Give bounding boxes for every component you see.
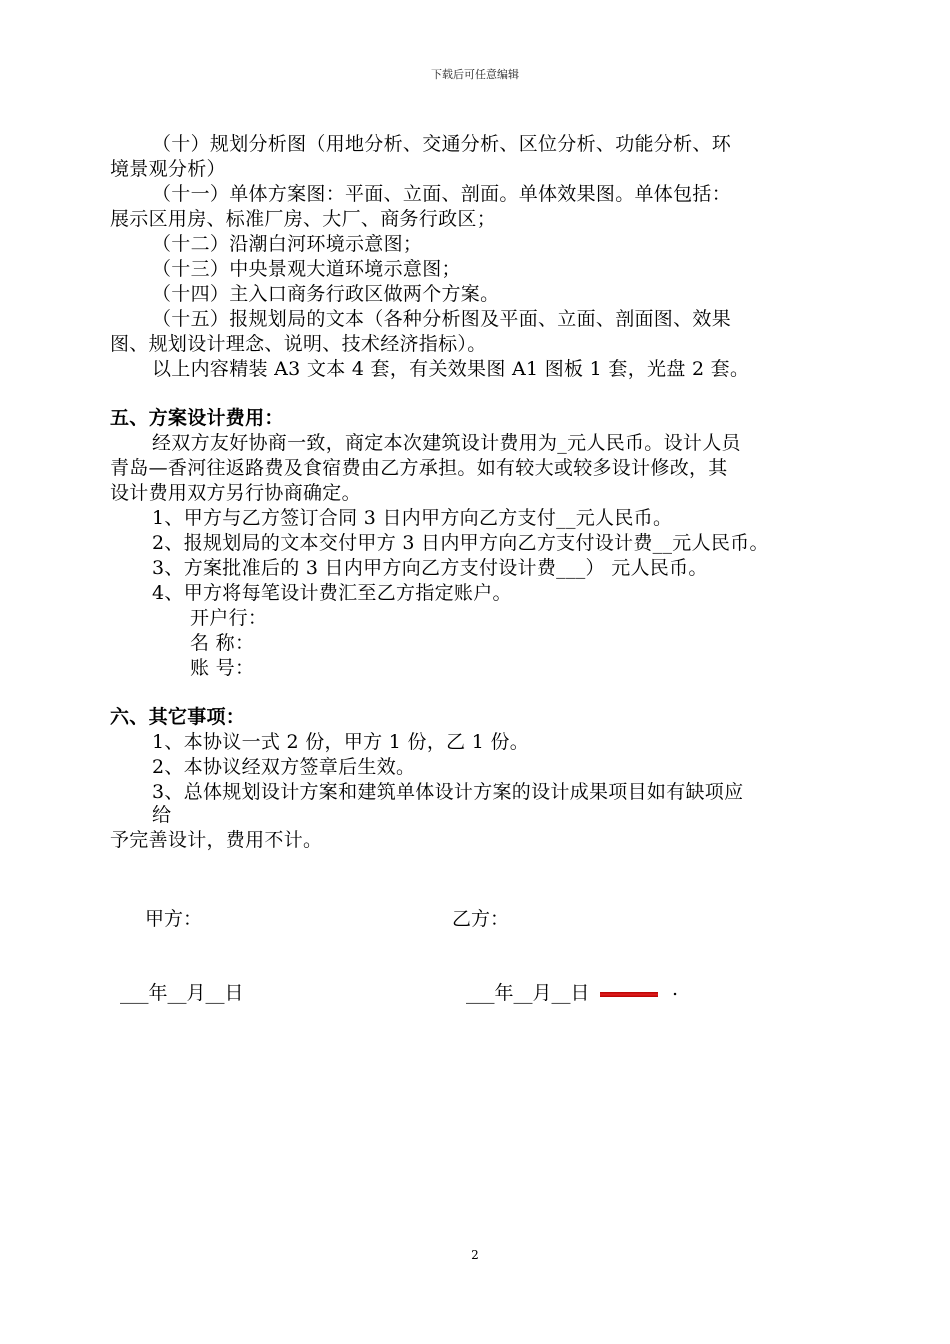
- trailing-dot: .: [672, 978, 679, 1000]
- body-line: （十）规划分析图（用地分析、交通分析、区位分析、功能分析、环: [152, 133, 732, 155]
- section-6-line: 2、本协议经双方签章后生效。: [152, 756, 416, 778]
- body-line: （十二）沿潮白河环境示意图；: [152, 233, 423, 255]
- body-line: （十五）报规划局的文本（各种分析图及平面、立面、剖面图、效果: [152, 308, 732, 330]
- section-6-line: 1、本协议一式 2 份，甲方 1 份，乙 1 份。: [152, 731, 530, 753]
- body-line: （十四）主入口商务行政区做两个方案。: [152, 283, 500, 305]
- section-5-line: 设计费用双方另行协商确定。: [110, 482, 361, 504]
- payment-item: 1、甲方与乙方签订合同 3 日内甲方向乙方支付__元人民币。: [152, 507, 673, 529]
- body-line: 展示区用房、标准厂房、大厂、商务行政区；: [110, 208, 497, 230]
- party-b-label: 乙方：: [452, 908, 510, 930]
- section-5-line: 青岛—香河往返路费及食宿费由乙方承担。如有较大或较多设计修改，其: [110, 457, 728, 479]
- payment-item: 3、方案批准后的 3 日内甲方向乙方支付设计费___） 元人民币。: [152, 557, 708, 579]
- section-5-line: 经双方友好协商一致，商定本次建筑设计费用为_元人民币。设计人员: [152, 432, 741, 454]
- payment-item: 4、甲方将每笔设计费汇至乙方指定账户。: [152, 582, 512, 604]
- body-line: 图、规划设计理念、说明、技术经济指标）。: [110, 333, 487, 355]
- page-header: 下载后可任意编辑: [431, 68, 519, 81]
- body-line: （十一）单体方案图：平面、立面、剖面。单体效果图。单体包括：: [152, 183, 732, 205]
- section-6-line: 给: [152, 804, 172, 826]
- red-seal-mark: [600, 992, 658, 997]
- bank-field: 开户行：: [190, 607, 268, 629]
- bank-field: 账 号：: [190, 657, 255, 679]
- party-a-label: 甲方：: [145, 908, 203, 930]
- payment-item: 2、报规划局的文本交付甲方 3 日内甲方向乙方支付设计费__元人民币。: [152, 532, 769, 554]
- section-5-title: 五、方案设计费用：: [110, 407, 284, 429]
- party-b-date: ___年__月__日: [466, 982, 590, 1004]
- party-a-date: ___年__月__日: [120, 982, 244, 1004]
- section-6-line: 予完善设计，费用不计。: [110, 829, 323, 851]
- body-line: 以上内容精装 A3 文本 4 套，有关效果图 A1 图板 1 套，光盘 2 套。: [152, 358, 750, 380]
- section-6-line: 3、总体规划设计方案和建筑单体设计方案的设计成果项目如有缺项应: [152, 781, 744, 803]
- bank-field: 名 称：: [190, 632, 255, 654]
- body-line: 境景观分析）: [110, 158, 226, 180]
- body-line: （十三）中央景观大道环境示意图；: [152, 258, 461, 280]
- page-number: 2: [471, 1248, 479, 1262]
- section-6-title: 六、其它事项：: [110, 706, 246, 728]
